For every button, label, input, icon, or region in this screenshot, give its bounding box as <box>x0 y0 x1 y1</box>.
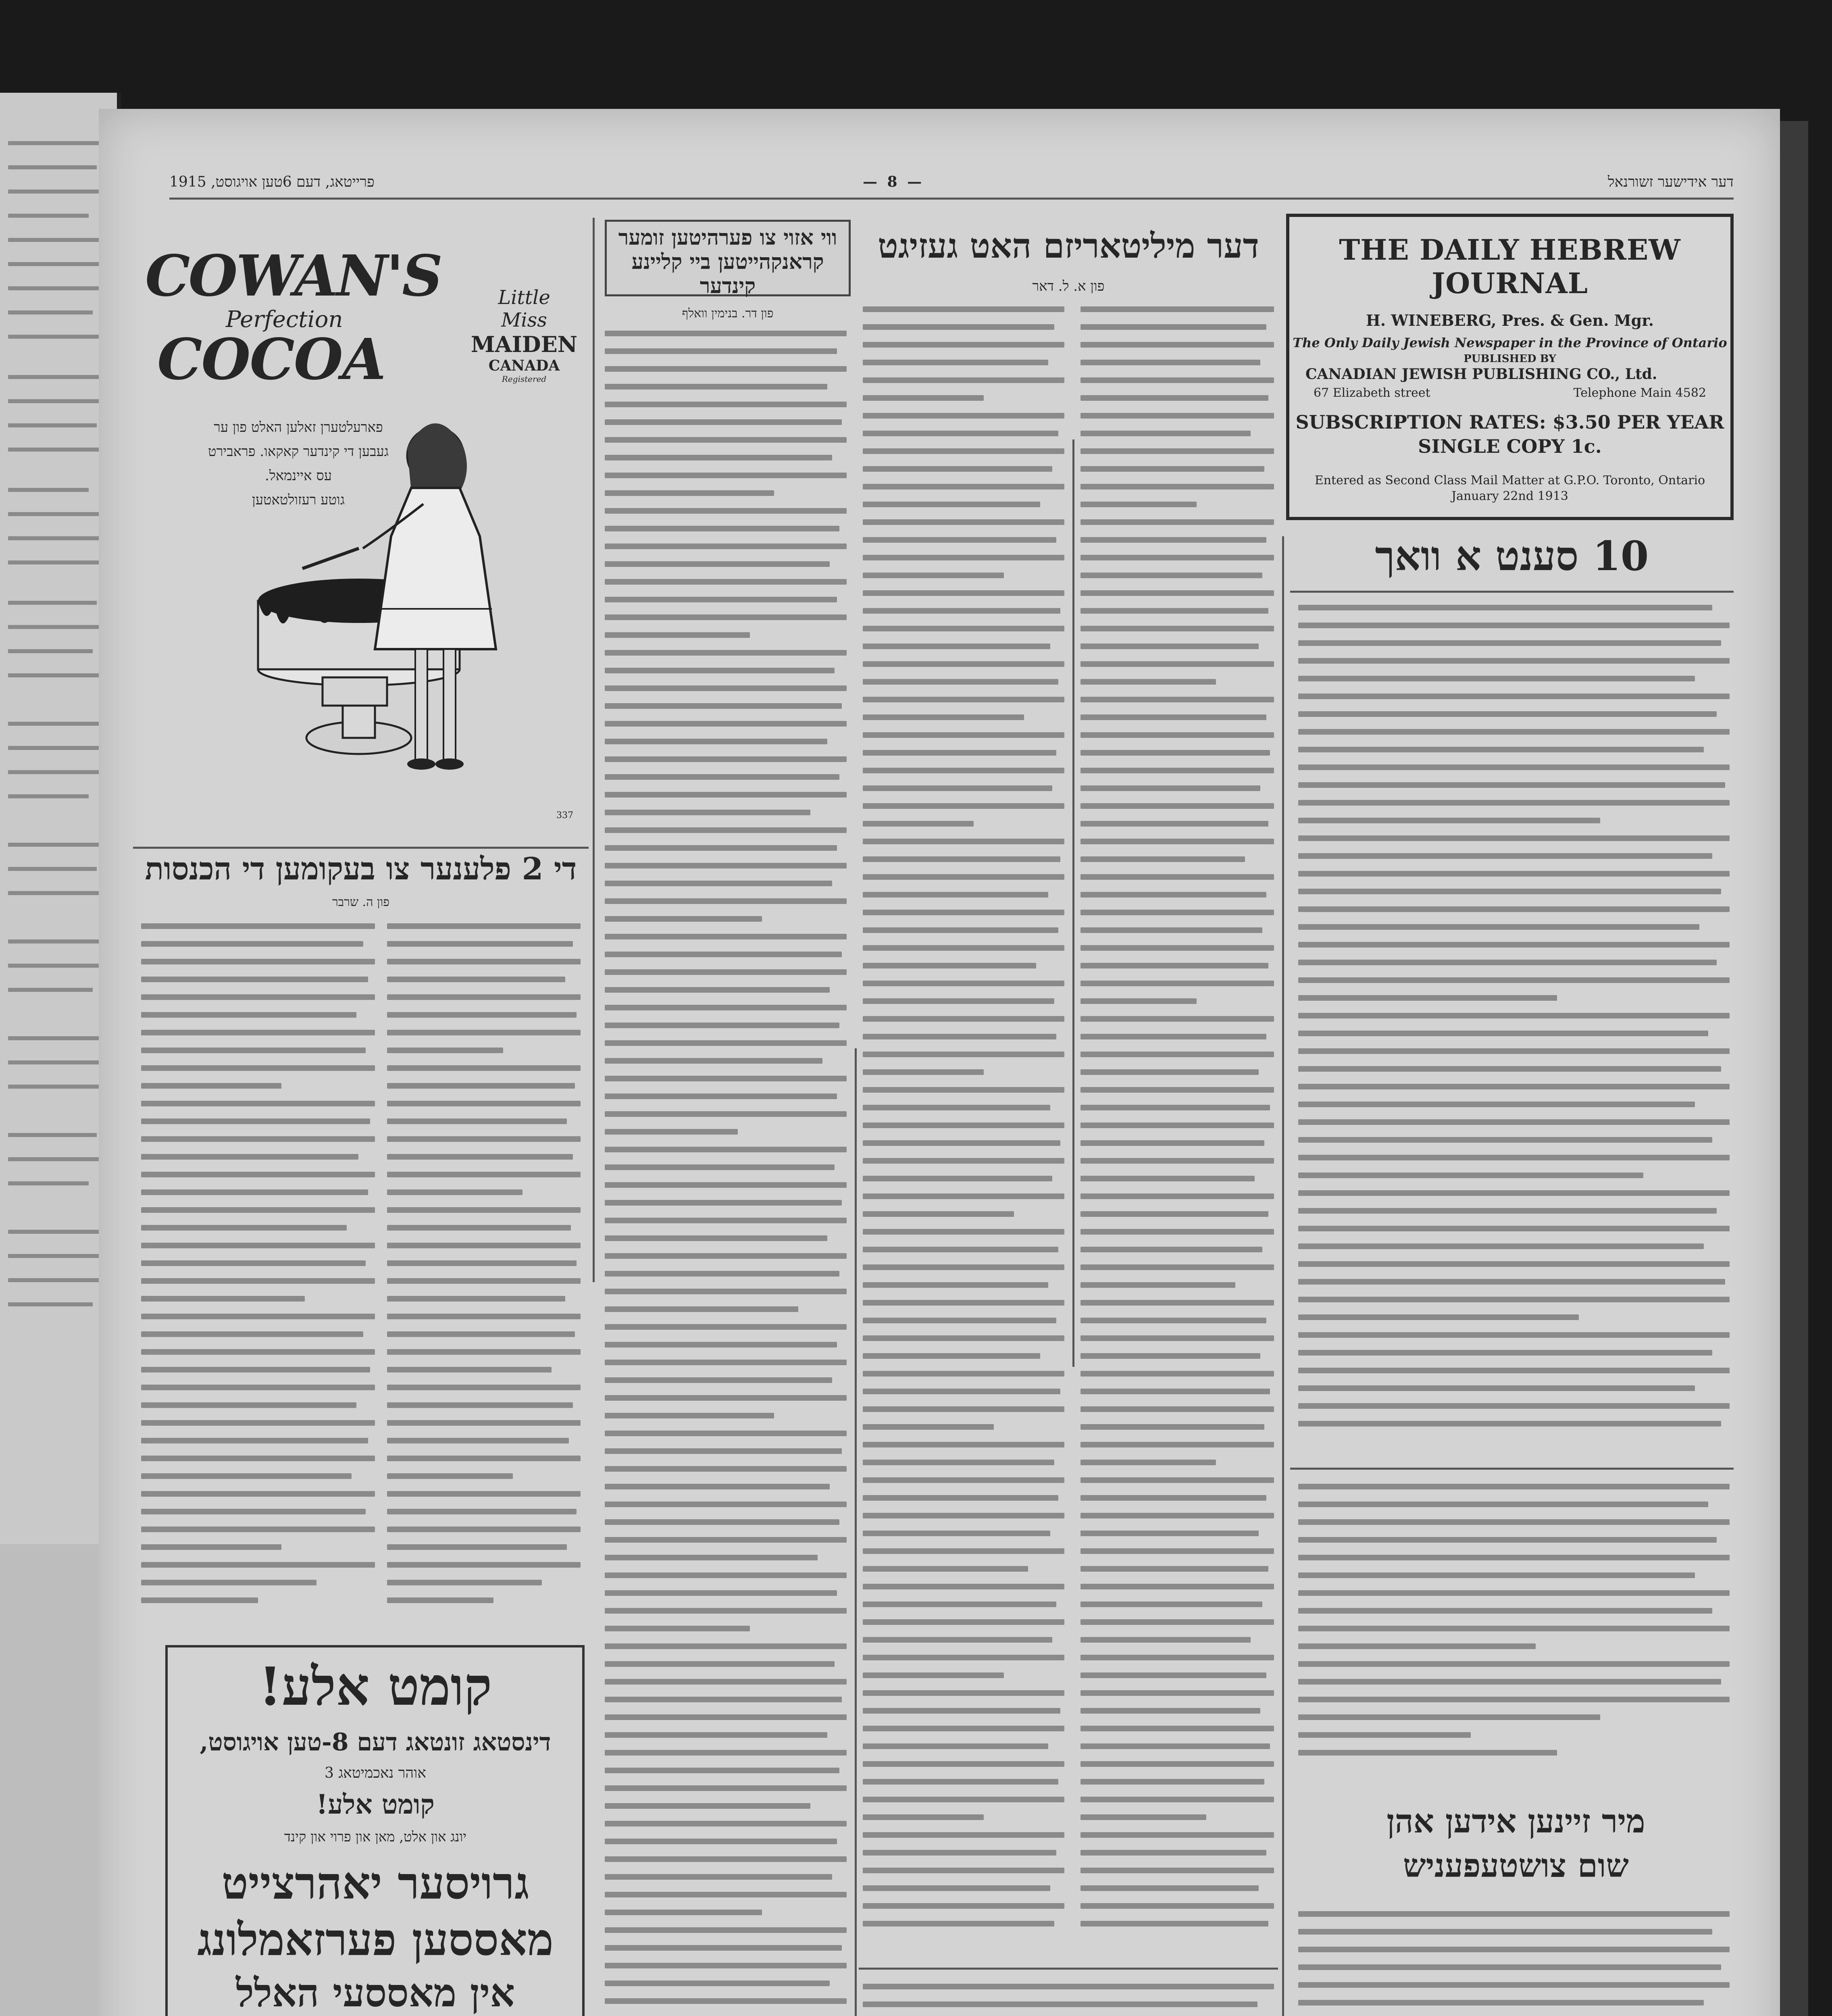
plans-article-col2 <box>387 923 581 1633</box>
masthead-box <box>1286 214 1734 520</box>
header-date: פרייטאג, דעם 6טען אויגוסט, 1915 <box>169 174 375 190</box>
center-byline: פון א. ל. דאר <box>1032 278 1105 294</box>
mass-meeting-line3: אין מאססעי האלל <box>235 1970 515 2016</box>
cowan-perfection: Perfection <box>226 306 343 333</box>
masthead-address: 67 Elizabeth street <box>1314 386 1430 400</box>
masthead-entered: Entered as Second Class Mail Matter at G.P.O. Toronto, Ontario <box>1314 473 1705 487</box>
little-miss-line2: Miss <box>501 309 547 331</box>
little-miss-maiden: MAIDEN <box>470 331 578 357</box>
cowan-copy-line2: געבען די קינדער קאקאו. פראבירט <box>208 444 389 460</box>
letters-body <box>1298 1484 1730 1790</box>
kumt-time: 3 אוהר נאכמיטאג <box>325 1765 426 1781</box>
mass-meeting-line1: גרויסער יאהרצייט <box>221 1857 529 1909</box>
cowan-cocoa-ad <box>133 206 585 839</box>
guests-headline-line2: שום צושטעפעניש <box>1403 1847 1629 1885</box>
masthead-company: CANADIAN JEWISH PUBLISHING CO., Ltd. <box>1305 366 1657 383</box>
guests-headline-line1: מיר זיינען אידען אהן <box>1386 1802 1645 1840</box>
column-headline-box <box>605 220 851 296</box>
cowan-brand: COWAN'S <box>145 243 441 309</box>
column-headline: ווי אזוי צו פערהיטען זומער קראנקהייטען ביי קליינע קינדער <box>618 225 837 298</box>
kumt-title: קומט אלע! <box>258 1656 492 1717</box>
plans-headline: די 2 פלענער צו בעקומען די הכנסות <box>145 851 577 887</box>
masthead-telephone: Telephone Main 4582 <box>1573 386 1706 400</box>
masthead-published-by: PUBLISHED BY <box>1464 353 1556 365</box>
center-article-col2 <box>1080 306 1274 1960</box>
little-miss-logo <box>464 286 585 384</box>
mass-meeting-line2: מאססען פערזאמלונג <box>197 1914 554 1966</box>
week-article-body <box>1298 605 1730 1460</box>
masthead-contact-row <box>1289 386 1730 400</box>
center-bottom-article <box>863 1984 1274 2016</box>
cowan-copy <box>185 415 411 512</box>
plans-byline: פון ה. שרבר <box>332 895 390 909</box>
cowan-copy-line4: גוטע רעזולטאטען <box>252 492 345 508</box>
column-body <box>605 331 847 2016</box>
masthead-tagline: The Only Daily Jewish Newspaper in the Province of Ontario <box>1293 335 1727 350</box>
cowan-copy-line3: עס איינמאל. <box>265 468 332 484</box>
column-byline: פון דר. בנימין וואלף <box>682 306 774 321</box>
little-miss-canada: CANADA <box>488 357 560 374</box>
center-article-col1 <box>863 306 1064 1960</box>
week-headline: 10 סענט א וואך <box>1375 532 1649 580</box>
cowan-copy-line1: פארעלטערן זאלען האלט פון ער <box>214 419 383 435</box>
masthead-subscription: SUBSCRIPTION RATES: $3.50 PER YEAR <box>1295 411 1724 433</box>
center-headline: דער מיליטאריזם האט געזיגט <box>877 226 1260 266</box>
kumt-date: דינסטאג זונטאג דעם 8-טען אויגוסט, <box>200 1728 551 1756</box>
masthead-title: THE DAILY HEBREW JOURNAL <box>1339 233 1681 300</box>
cowan-ad-code: 337 <box>556 810 573 821</box>
masthead-single-copy: SINGLE COPY 1c. <box>1418 435 1602 457</box>
page-edge <box>1780 121 1808 2016</box>
little-miss-line1: Little <box>498 286 550 309</box>
kumt-again: קומט אלע! <box>316 1789 435 1820</box>
masthead-publisher: H. WINEBERG, Pres. & Gen. Mgr. <box>1366 311 1654 329</box>
plans-article-col1 <box>141 923 375 1633</box>
masthead-entered-date: January 22nd 1913 <box>1451 489 1568 503</box>
cowan-product: COCOA <box>157 327 385 393</box>
page-header <box>169 173 1734 198</box>
mass-meeting-ad <box>165 1645 585 2016</box>
guests-article-body <box>1298 1911 1730 2016</box>
header-paper-name: דער אידישער זשורנאל <box>1607 174 1734 190</box>
kumt-sub: יונג און אלט, מאן און פרוי און קינד <box>284 1829 467 1845</box>
little-miss-registered: Registered <box>502 374 547 384</box>
header-page-number: — 8 — <box>863 173 924 190</box>
